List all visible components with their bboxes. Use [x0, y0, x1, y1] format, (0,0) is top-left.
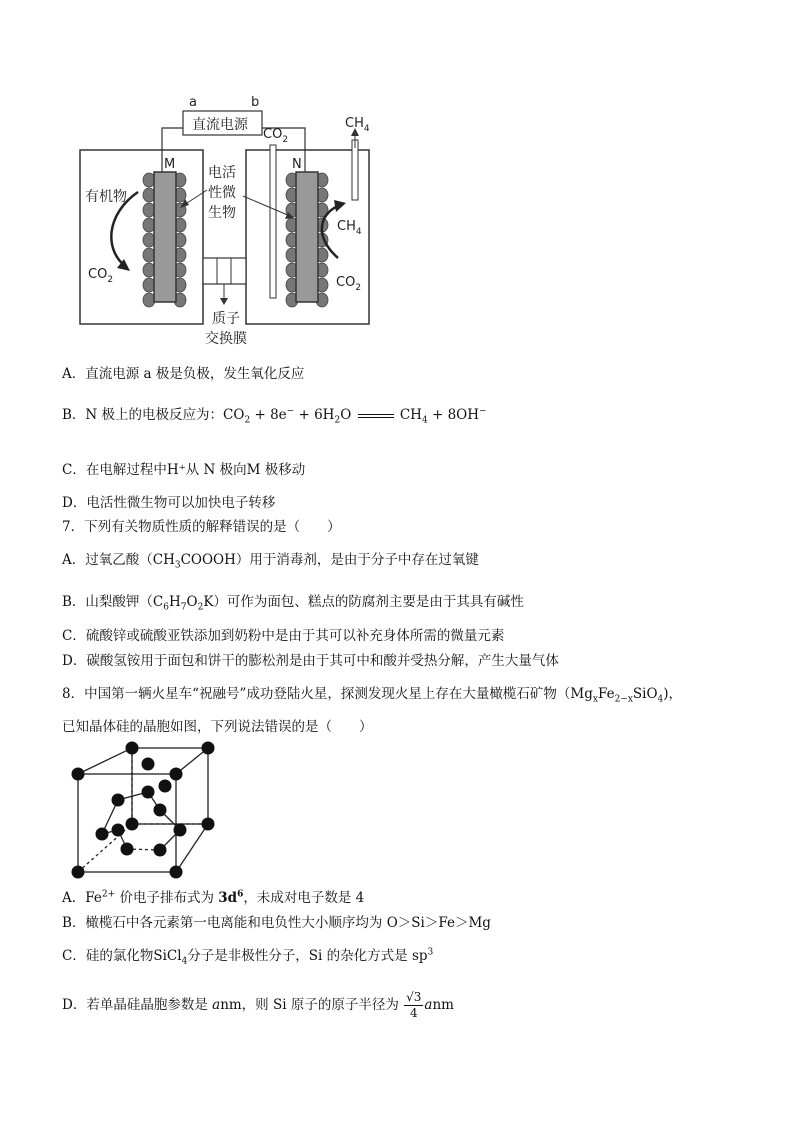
- q7-stem: 7．下列有关物质性质的解释错误的是（ ）: [62, 519, 341, 535]
- label-co2-top: CO: [263, 127, 283, 142]
- label-microbe-1: 电活: [208, 165, 236, 181]
- power-source-label: 直流电源: [192, 117, 248, 133]
- q7-option-d: D．碳酸氢铵用于面包和饼干的膨松剂是由于其可中和酸并受热分解，产生大量气体: [62, 653, 559, 669]
- label-microbe-2: 性微: [208, 185, 236, 201]
- q8-option-b: B．橄榄石中各元素第一电离能和电负性大小顺序均为 O＞Si＞Fe＞Mg: [62, 915, 491, 931]
- q8-option-a: A．$Fe^{2+}$ 价电子排布式为 $3d^6$，未成对电子数是 4: [62, 889, 365, 906]
- silicon-unit-cell: [66, 738, 218, 880]
- q6-option-c: C．在电解过程中H⁺从 N 极向M 极移动: [62, 462, 306, 478]
- svg-text:CH4: $CH_4$: [337, 219, 362, 237]
- label-membrane-1: 质子: [212, 311, 240, 327]
- label-ch4-top: CH: [345, 116, 364, 131]
- q8-stem-1: 8．中国第一辆火星车“祝融号”成功登陆火星，探测发现火星上存在大量橄榄石矿物$(Mg_xFe_{2-x}SiO_4)$，: [62, 686, 683, 705]
- q7-option-b: B．山梨酸钾$(C_6H_7O_2K)$可作为面包、糕点的防腐剂主要是由于其具有碱性: [62, 594, 524, 613]
- label-a: a: [189, 95, 197, 110]
- electrode-n: [296, 172, 318, 302]
- svg-text:CO2: $CO_2$: [263, 127, 289, 145]
- label-b: b: [251, 95, 260, 110]
- q6-option-d: D．电活性微生物可以加快电子转移: [62, 495, 276, 511]
- label-ch4-right: CH: [337, 219, 356, 234]
- label-membrane-2: 交换膜: [205, 331, 247, 347]
- svg-text:CO2: $CO_2$: [88, 267, 114, 285]
- electrode-m: [154, 172, 176, 302]
- q7-option-c: C．硫酸锌或硫酸亚铁添加到奶粉中是由于其可以补充身体所需的微量元素: [62, 628, 505, 644]
- label-co2-right: CO: [336, 275, 356, 290]
- label-m: M: [164, 157, 176, 172]
- svg-text:CO2: $CO_2$: [336, 275, 362, 293]
- q8-option-c: C．硅的氯化物SiCl$_4$分子是非极性分子，Si 的杂化方式是 $sp^3$: [62, 947, 434, 967]
- svg-text:CH4: $CH_4$: [345, 116, 370, 134]
- label-co2-left: CO: [88, 267, 108, 282]
- label-n: N: [292, 157, 302, 172]
- q7-option-a: A．过氧乙酸$(CH_3COOOH)$用于消毒剂，是由于分子中存在过氧键: [62, 552, 479, 571]
- q8-option-d: D．若单晶硅晶胞参数是 anm，则 Si 原子的原子半径为 $\frac{√3}{4}$ anm: [62, 990, 454, 1020]
- q6-option-b: B．N 极上的电极反应为：$CO_2 + 8e^- + 6H_2O$ $CH_4 + 8OH^-$: [62, 406, 487, 426]
- label-organic: 有机物: [85, 189, 127, 205]
- label-microbe-3: 生物: [208, 205, 236, 221]
- q6-option-a: A．直流电源 a 极是负极，发生氧化反应: [62, 366, 305, 382]
- electrolysis-diagram: [70, 88, 390, 350]
- q8-stem-2: 已知晶体硅的晶胞如图，下列说法错误的是（ ）: [62, 719, 373, 735]
